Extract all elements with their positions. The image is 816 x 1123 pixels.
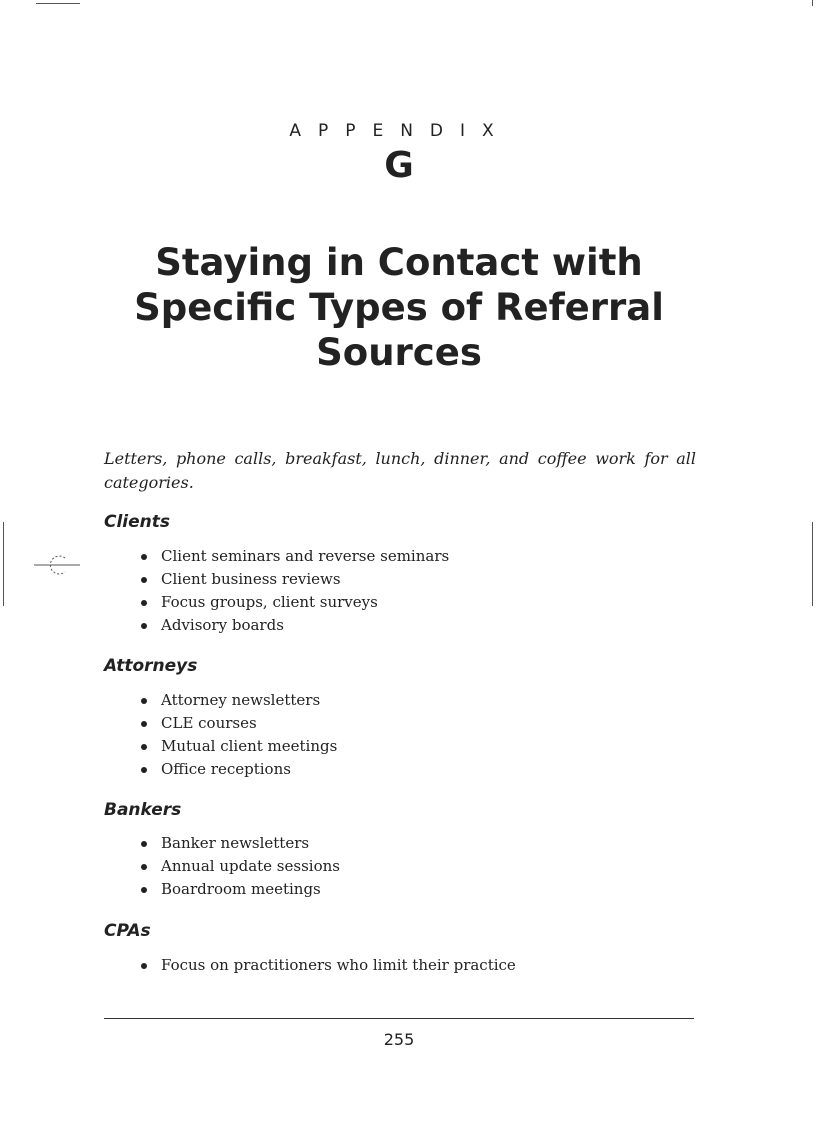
crop-mark-top [36,3,80,4]
page-number: 255 [383,1030,415,1049]
list-item: Client business reviews [138,568,449,591]
intro-paragraph: Letters, phone calls, breakfast, lunch, dinner, and coffee work for all categories. [104,449,696,492]
list-item: Banker newsletters [138,832,340,855]
list-item: Mutual client meetings [138,735,337,758]
chapter-title-line: Sources [316,331,482,374]
list-item: Attorney newsletters [138,689,337,712]
list-item: Focus groups, client surveys [138,591,449,614]
appendix-label: APPENDIX [289,121,511,141]
section-heading-bankers: Bankers [104,800,182,820]
list-item: Client seminars and reverse seminars [138,545,449,568]
registration-mark-icon [34,552,80,578]
list-item: Annual update sessions [138,855,340,878]
section-heading-attorneys: Attorneys [104,656,198,676]
list-item: Advisory boards [138,614,449,637]
footer-rule [104,1018,694,1019]
section-heading-cpas: CPAs [104,921,151,941]
chapter-title-line: Specific Types of Referral [134,286,664,329]
list-item: Boardroom meetings [138,878,340,901]
attorneys-list [138,689,337,781]
bankers-list [138,832,340,901]
list-item: CLE courses [138,712,337,735]
appendix-letter: G [384,145,414,186]
clients-list [138,545,449,637]
section-heading-clients: Clients [104,512,171,532]
list-item: Office receptions [138,758,337,781]
crop-mark-top-left-vertical [812,0,813,6]
chapter-title-line: Staying in Contact with [155,241,643,284]
cpas-list [138,954,516,977]
list-item: Focus on practitioners who limit their practice [138,954,516,977]
crop-mark-left [3,522,4,606]
crop-mark-right [812,522,813,606]
chapter-title [100,240,698,375]
